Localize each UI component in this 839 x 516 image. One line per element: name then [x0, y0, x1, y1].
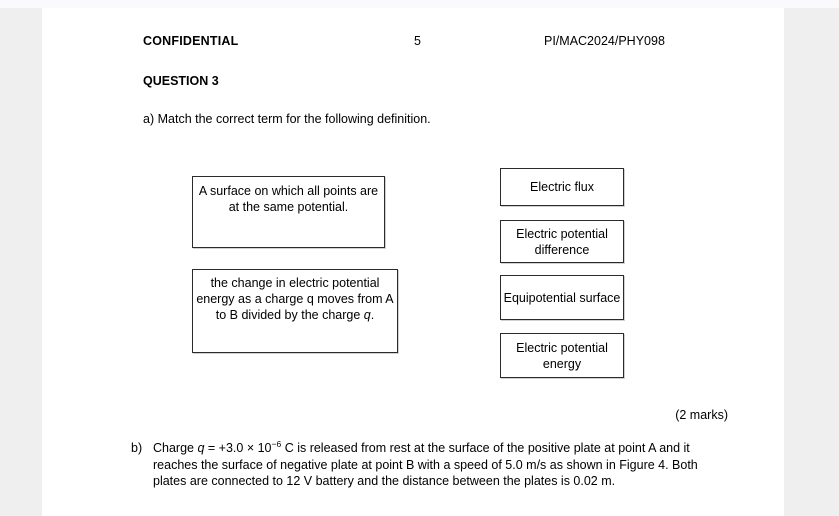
term-label: Electric flux — [530, 180, 594, 194]
part-b-block — [131, 440, 721, 490]
part-b-label: b) — [131, 441, 143, 455]
marks-annotation: (2 marks) — [675, 408, 728, 422]
term-box-electric-flux[interactable] — [500, 168, 624, 206]
term-label: Electric potential energy — [516, 340, 608, 371]
viewer-top-strip — [0, 0, 839, 8]
term-box-equipotential-surface[interactable] — [500, 275, 624, 320]
matching-exercise — [42, 8, 784, 388]
header-confidential-label: CONFIDENTIAL — [143, 34, 239, 48]
part-b-text: Charge $q = +3.0 \times 10^{-6}$ C is released from rest at the surface of the positive plate at point A and it reaches the surface of negative plate at point B with a speed of 5.0 m/s as shown in Figure 4. Both plates are connected to 12 V battery and the distance between the plates is 0.02 m. — [153, 438, 698, 488]
term-label: Equipotential surface — [503, 290, 621, 305]
definition-box[interactable] — [192, 269, 398, 353]
definition-text: A surface on which all points are at the same potential. — [198, 184, 379, 214]
definition-text: the change in electric potential energy as a charge q moves from A to B divided by the charge q. — [196, 276, 394, 322]
term-label: Electric potential difference — [516, 226, 608, 257]
header-course-code: PI/MAC2024/PHY098 — [544, 34, 665, 48]
part-a-text: Match the correct term for the following definition. — [157, 112, 431, 126]
question-heading: QUESTION 3 — [143, 74, 219, 88]
definition-box[interactable] — [192, 176, 385, 248]
term-box-electric-potential-difference[interactable] — [500, 220, 624, 263]
document-page — [42, 8, 784, 516]
term-box-electric-potential-energy[interactable] — [500, 333, 624, 378]
header-page-number: 5 — [414, 34, 421, 48]
part-a-label: a) — [143, 112, 155, 126]
